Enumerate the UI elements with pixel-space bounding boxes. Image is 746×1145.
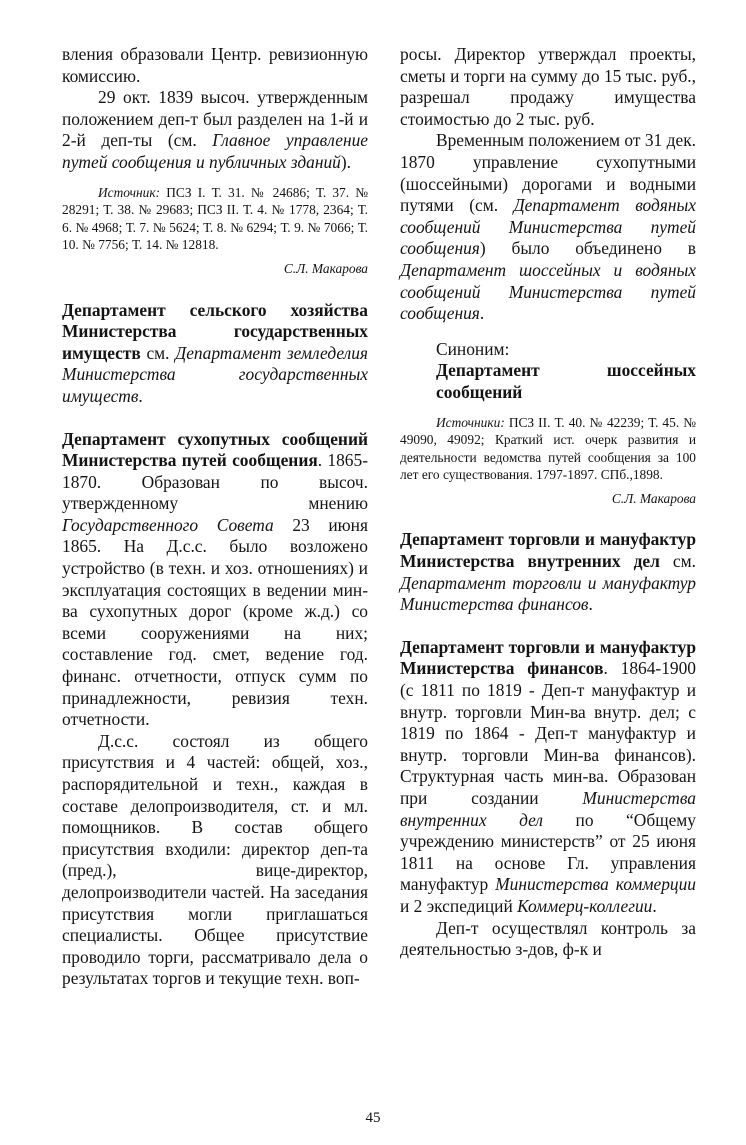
- cross-reference: Департамент водяных сообщений Министерства путей сообщения: [400, 195, 696, 259]
- entry-title: Департамент сухопутных сообщений Министерства путей сообщения: [62, 428, 368, 471]
- cross-reference: Государственного Совета: [62, 514, 274, 535]
- left-column: [62, 44, 368, 990]
- source-note: Источники: ПСЗ II. Т. 40. № 42239; Т. 45. № 49090, 49092; Краткий ист. очерк развития и деятельности ведомства путей сообщения за 100 лет его существования. 1797-1897. СПб.,1898.: [400, 414, 696, 483]
- entry: Департамент сухопутных сообщений Министерства путей сообщения. 1865-1870. Образован по высоч. утвержденному мнению Государственного Совета 23 июня 1865. На Д.с.с. было возложено устройство (в техн. и хоз. отношениях) и эксплуатация состоящих в ведении мин-ва сухопутных дорог (кроме ж.д.) со всеми сооружениями на них; составление год. смет, ведение год. финанс. отчетности, отпуск сумм по принадлежности, ревизия техн. отчетности.: [62, 428, 368, 730]
- cross-reference: Департамент земледелия Министерства государственных имуществ: [62, 342, 368, 406]
- entry: Департамент торговли и мануфактур Министерства внутренних дел см. Департамент торговли и мануфактур Министерства финансов.: [400, 529, 697, 615]
- page-number: 45: [365, 1110, 381, 1126]
- paragraph: Временным положением от 31 дек. 1870 управление сухопутными (шоссейными) дорогами и водными путями (см. Департамент водяных сообщений Министерства путей сообщения) было объединено в Департамент шоссейных и водяных сообщений Министерства путей сообщения.: [400, 130, 696, 324]
- synonym-value: Департамент шоссейных сообщений: [436, 360, 696, 402]
- cross-reference: Коммерц-коллегии: [517, 895, 653, 916]
- cross-reference: Главное управление путей сообщения и публичных зданий: [62, 130, 368, 172]
- author: С.Л. Макарова: [283, 260, 368, 276]
- entry: Департамент торговли и мануфактур Министерства финансов. 1864-1900 (с 1811 по 1819 - Деп-т мануфактур и внутр. торговли Мин-ва внутр. дел; с 1819 по 1864 - Деп-т мануфактур и внутр. торговли Мин-ва финансов). Структурная часть мин-ва. Образован при создании Министерства внутренних дел по “Общему учреждению министерств” от 25 июня 1811 на основе Гл. управления мануфактур Министерства коммерции и 2 экспедиций Коммерц-коллегии.: [400, 636, 696, 916]
- entry-title: Департамент торговли и мануфактур Министерства внутренних дел: [400, 529, 696, 572]
- cross-reference: Департамент торговли и мануфактур Министерства финансов: [400, 572, 696, 615]
- paragraph: росы. Директор утверждал проекты, сметы и торги на сумму до 15 тыс. руб., разрешал продажу имущества стоимостью до 2 тыс. руб.: [400, 44, 696, 129]
- author: С.Л. Макарова: [611, 490, 696, 506]
- source-note: Источник: ПСЗ I. Т. 31. № 24686; Т. 37. № 28291; Т. 38. № 29683; ПСЗ II. Т. 4. № 1778, 2364; Т. 6. № 4968; Т. 7. № 5624; Т. 8. № 6294; Т. 9. № 7066; Т. 10. № 7756; Т. 14. № 12818.: [62, 184, 368, 253]
- paragraph: Д.с.с. состоял из общего присутствия и 4 частей: общей, хоз., распорядительной и техн., каждая в составе делопроизводителя, ст. и мл. помощников. В состав общего присутствия входили: директор деп-та (пред.), вице-директор, делопроизводители частей. На заседания присутствия могли приглашаться специалисты. Общее присутствие проводило торги, рассматривало дела о результатах торгов и текущие техн. воп-: [62, 730, 368, 989]
- paragraph: Деп-т осуществлял контроль за деятельностью з-дов, ф-к и: [400, 917, 696, 960]
- entry-title: Департамент торговли и мануфактур Министерства финансов: [400, 636, 696, 679]
- right-column: [400, 44, 696, 961]
- cross-reference: Департамент шоссейных и водяных сообщений Министерства путей сообщения: [400, 259, 696, 324]
- cross-reference: Министерства коммерции: [495, 874, 696, 895]
- paragraph: вления образовали Центр. ревизионную комиссию.: [62, 44, 368, 86]
- entry: Департамент сельского хозяйства Министерства государственных имуществ см. Департамент земледелия Министерства государственных имуществ.: [62, 299, 368, 406]
- entry-title: Департамент сельского хозяйства Министерства государственных имуществ: [62, 299, 368, 363]
- synonym-label: Синоним:: [436, 338, 510, 359]
- cross-reference: Министерства внутренних дел: [400, 788, 696, 830]
- paragraph: 29 окт. 1839 высоч. утвержденным положением деп-т был разделен на 1-й и 2-й деп-ты (см. Главное управление путей сообщения и публичных зданий).: [62, 87, 368, 172]
